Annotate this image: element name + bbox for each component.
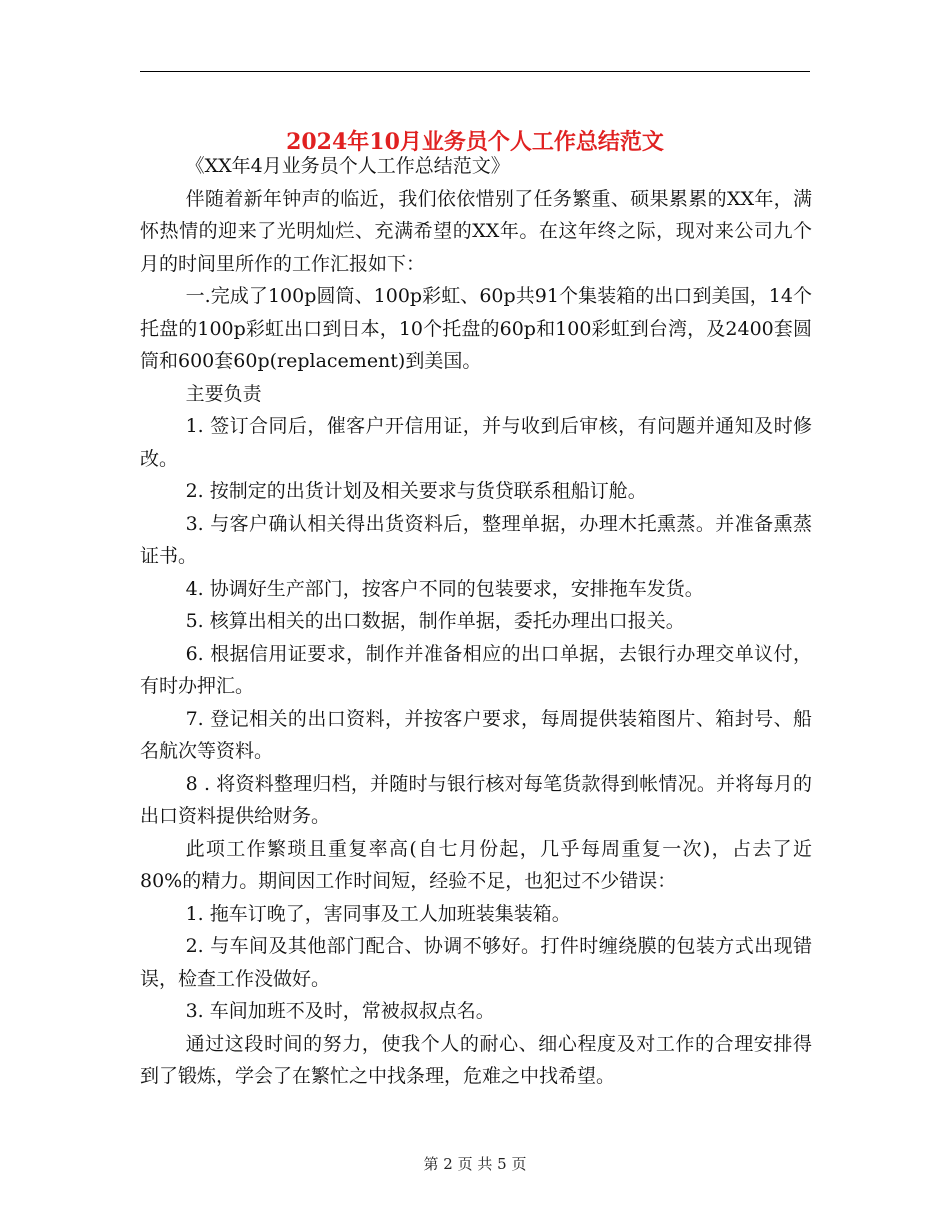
paragraph-achievements: 一.完成了100p圆筒、100p彩虹、60p共91个集装箱的出口到美国，14个托盘的100p彩虹出口到日本，10个托盘的60p和100彩虹到台湾，及2400套圆筒和600套60p(replacement)到美国。 (140, 285, 812, 372)
paragraph-intro: 伴随着新年钟声的临近，我们依依惜别了任务繁重、硕果累累的XX年，满怀热情的迎来了光明灿烂、充满希望的XX年。在这年终之际，现对来公司九个月的时间里所作的工作汇报如下： (140, 187, 812, 275)
mistake-item-1: 1. 拖车订晚了，害同事及工人加班装集装箱。 (185, 902, 571, 925)
paragraph-source-title: 《XX年4月业务员个人工作总结范文》 (185, 155, 510, 177)
mistake-item-2: 2. 与车间及其他部门配合、协调不够好。打件时缠绕膜的包装方式出现错误，检查工作没做好。 (140, 935, 812, 990)
responsibility-item-5: 5. 核算出相关的出口数据，制作单据，委托办理出口报关。 (185, 610, 685, 632)
header-rule (140, 71, 810, 72)
mistake-item-3: 3. 车间加班不及时，常被叔叔点名。 (185, 1000, 495, 1022)
responsibility-item-6: 6. 根据信用证要求，制作并准备相应的出口单据，去银行办理交单议付，有时办押汇。 (140, 642, 812, 697)
document-body (140, 150, 812, 1093)
responsibility-item-1: 1. 签订合同后，催客户开信用证，并与收到后审核，有问题并通知及时修改。 (140, 415, 812, 470)
responsibility-item-3: 3. 与客户确认相关得出货资料后，整理单据，办理木托熏蒸。并准备熏蒸证书。 (140, 512, 812, 567)
paragraph-responsibilities-heading: 主要负责 (185, 382, 262, 405)
paragraph-conclusion: 通过这段时间的努力，使我个人的耐心、细心程度及对工作的合理安排得到了锻炼，学会了在繁忙之中找条理，危难之中找希望。 (140, 1032, 812, 1087)
responsibility-item-8: 8 . 将资料整理归档，并随时与银行核对每笔货款得到帐情况。并将每月的出口资料提供给财务。 (140, 772, 812, 827)
document-title: 2024年10月业务员个人工作总结范文 (286, 128, 664, 155)
responsibility-item-2: 2. 按制定的出货计划及相关要求与货贷联系租船订舱。 (185, 480, 647, 502)
paragraph-workload: 此项工作繁琐且重复率高(自七月份起，几乎每周重复一次)，占去了近80%的精力。期间因工作时间短，经验不足，也犯过不少错误： (140, 837, 812, 892)
page-footer: 第 2 页 共 5 页 (423, 1155, 527, 1173)
responsibility-item-7: 7. 登记相关的出口资料，并按客户要求，每周提供装箱图片、箱封号、船名航次等资料。 (140, 707, 812, 762)
responsibility-item-4: 4. 协调好生产部门，按客户不同的包装要求，安排拖车发货。 (185, 577, 704, 600)
